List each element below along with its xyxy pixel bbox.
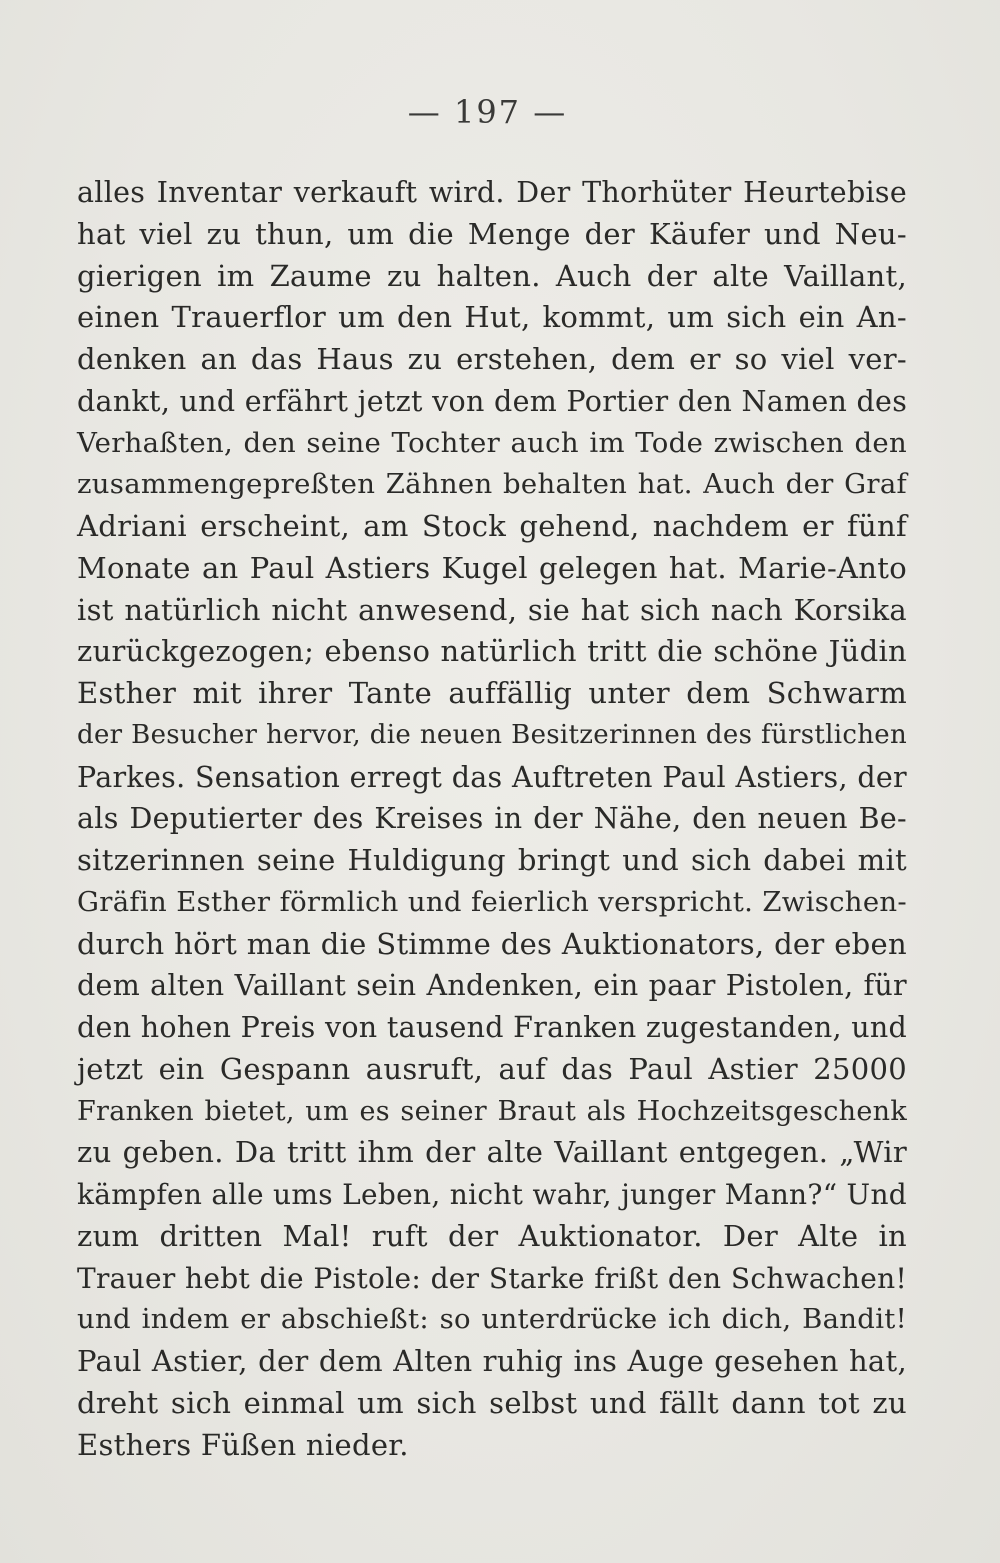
text-line: gierigen im Zaume zu halten. Auch der alte Vaillant, — [77, 258, 907, 293]
text-line: Adriani erscheint, am Stock gehend, nachdem er fünf — [77, 509, 907, 543]
text-line: als Deputierter des Kreises in der Nähe, den neuen Be- — [77, 802, 907, 836]
text-line: kämpfen alle ums Leben, nicht wahr, junger Mann?“ Und — [77, 1178, 907, 1211]
text-line: dreht sich einmal um sich selbst und fällt dann tot zu — [77, 1385, 907, 1420]
text-line: ist natürlich nicht anwesend, sie hat sich nach Korsika — [77, 592, 907, 627]
text-line: Franken bietet, um es seiner Braut als Hochzeitsgeschenk — [77, 1095, 907, 1127]
text-line: dankt, und erfährt jetzt von dem Portier den Namen des — [77, 384, 908, 418]
text-line: zu geben. Da tritt ihm der alte Vaillant entgegen. „Wir — [77, 1135, 907, 1170]
text-line: zusammengepreßten Zähnen behalten hat. Auch der Graf — [77, 468, 907, 501]
text-line: Esther mit ihrer Tante auffällig unter dem Schwarm — [77, 676, 907, 710]
text-line: Paul Astier, der dem Alten ruhig ins Auge gesehen hat, — [77, 1344, 907, 1378]
page-number: — 197 — — [407, 93, 568, 131]
text-line: Gräfin Esther förmlich und feierlich verspricht. Zwischen- — [77, 885, 907, 918]
text-line: Parkes. Sensation erregt das Auftreten Paul Astiers, der — [77, 760, 907, 794]
text-line: dem alten Vaillant sein Andenken, ein paar Pistolen, für — [77, 969, 907, 1003]
text-line: und indem er abschießt: so unterdrücke ich dich, Bandit! — [77, 1303, 907, 1336]
text-line: durch hört man die Stimme des Auktionators, der eben — [77, 926, 907, 961]
text-line: denken an das Haus zu erstehen, dem er so viel ver- — [77, 342, 907, 376]
text-line: den hohen Preis von tausend Franken zugestanden, und — [77, 1011, 908, 1044]
text-line: einen Trauerflor um den Hut, kommt, um sich ein An- — [77, 300, 907, 335]
text-line: Trauer hebt die Pistole: der Starke frißt den Schwachen! — [77, 1261, 907, 1295]
text-line: hat viel zu thun, um die Menge der Käufer und Neu- — [77, 216, 907, 251]
text-line: zum dritten Mal! ruft der Auktionator. Der Alte in — [77, 1218, 907, 1253]
text-line: Verhaßten, den seine Tochter auch im Tode zwischen den — [77, 426, 907, 459]
text-line: alles Inventar verkauft wird. Der Thorhüter Heurtebise — [77, 176, 907, 209]
text-line-last: Esthers Füßen nieder. — [77, 1427, 409, 1462]
text-line: zurückgezogen; ebenso natürlich tritt die schöne Jüdin — [77, 634, 907, 669]
text-line: sitzerinnen seine Huldigung bringt und sich dabei mit — [77, 843, 907, 877]
text-line: der Besucher hervor, die neuen Besitzerinnen des fürstlichen — [77, 719, 907, 750]
body-text — [77, 172, 907, 1466]
text-line: jetzt ein Gespann ausruft, auf das Paul Astier 25000 — [77, 1051, 907, 1086]
text-line: Monate an Paul Astiers Kugel gelegen hat. Marie-Anto — [77, 550, 907, 585]
